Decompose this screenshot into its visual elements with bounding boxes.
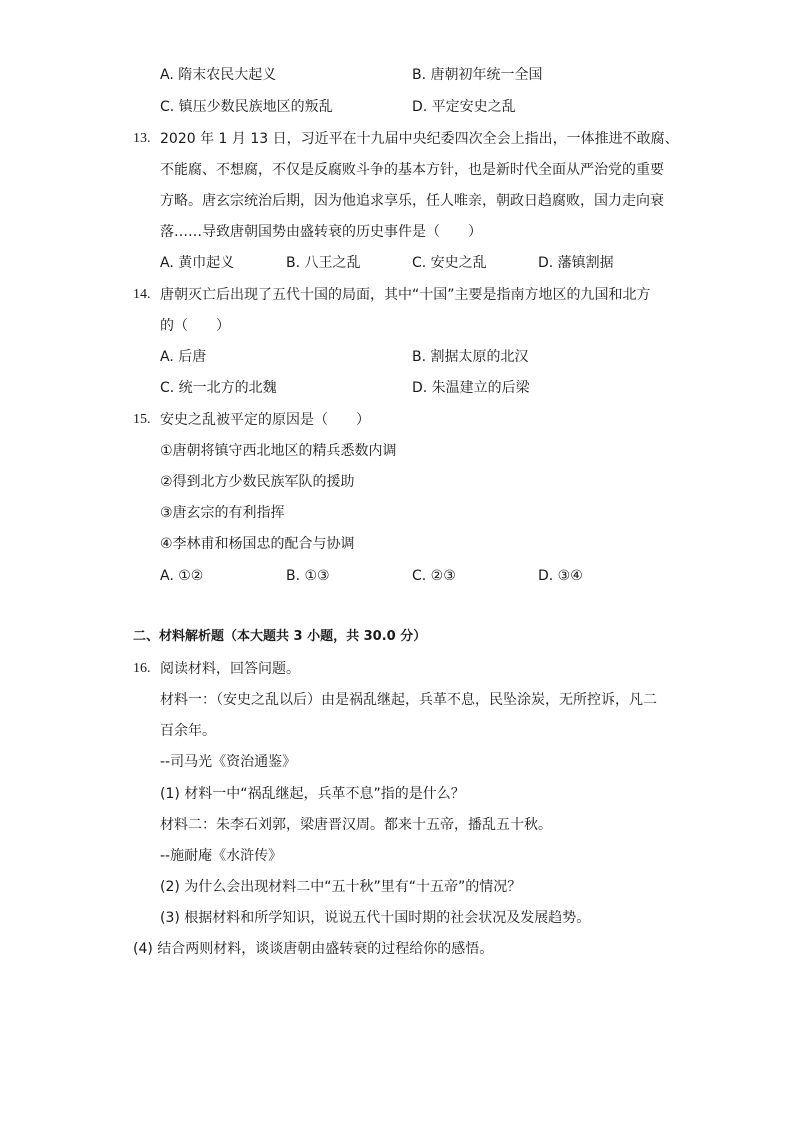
q14-number: 14. xyxy=(133,287,151,302)
q15-option-b: B. ①③ xyxy=(286,568,330,584)
q13-option-c: C. 安史之乱 xyxy=(412,255,487,271)
q15-option-a: A. ①② xyxy=(160,568,204,584)
q13-stem-line: 2020 年 1 月 13 日，习近平在十九届中央纪委四次全会上指出，一体推进不敢腐、 xyxy=(160,131,679,147)
q13-stem-line: 不能腐、不想腐，不仅是反腐败斗争的基本方针，也是新时代全面从严治党的重要 xyxy=(160,162,664,178)
q14-option-a: A. 后唐 xyxy=(160,349,207,365)
section-heading: 二、材料解析题（本大题共 3 小题，共 30.0 分） xyxy=(133,629,427,644)
q16-subquestion-2: (2) 为什么会出现材料二中“五十秋”里有“十五帝”的情况？ xyxy=(160,879,522,895)
q12-option-a: A. 隋末农民大起义 xyxy=(160,67,277,83)
q16-material1: 百余年。 xyxy=(160,723,216,739)
q13-stem-line: 方略。唐玄宗统治后期，因为他追求享乐，任人唯亲，朝政日趋腐败，国力走向衰 xyxy=(160,193,664,209)
q14-stem-line: 唐朝灭亡后出现了五代十国的局面，其中“十国”主要是指南方地区的九国和北方 xyxy=(160,287,651,303)
q15-item: ②得到北方少数民族军队的援助 xyxy=(160,474,355,490)
q16-material2-source: --施耐庵《水浒传》 xyxy=(160,848,283,864)
q12-option-d: D. 平定安史之乱 xyxy=(412,99,516,115)
q14-stem-line: 的（ ） xyxy=(160,318,230,334)
q14-option-d: D. 朱温建立的后梁 xyxy=(412,380,530,396)
q13-option-d: D. 藩镇割据 xyxy=(538,255,614,271)
q15-option-d: D. ③④ xyxy=(538,568,583,584)
q13-option-b: B. 八王之乱 xyxy=(286,255,361,271)
q14-option-b: B. 割据太原的北汉 xyxy=(412,349,529,365)
q13-stem-line: 落……导致唐朝国势由盛转衰的历史事件是（ ） xyxy=(160,224,482,240)
q12-option-c: C. 镇压少数民族地区的叛乱 xyxy=(160,99,333,115)
q15-option-c: C. ②③ xyxy=(412,568,456,584)
q15-stem: 安史之乱被平定的原因是（ ） xyxy=(160,412,370,428)
q16-material1: 材料一：（安史之乱以后）由是祸乱继起，兵革不息，民坠涂炭，无所控诉，凡二 xyxy=(160,692,657,708)
q16-subquestion-4: (4) 结合两则材料，谈谈唐朝由盛转衰的过程给你的感悟。 xyxy=(133,941,494,957)
q16-subquestion-1: (1) 材料一中“祸乱继起，兵革不息”指的是什么？ xyxy=(160,786,465,802)
q16-material1-source: --司马光《资治通鉴》 xyxy=(160,754,297,770)
q13-option-a: A. 黄巾起义 xyxy=(160,255,235,271)
q16-subquestion-3: (3) 根据材料和所学知识，说说五代十国时期的社会状况及发展趋势。 xyxy=(160,910,591,926)
q16-stem: 阅读材料，回答问题。 xyxy=(160,661,300,677)
q15-number: 15. xyxy=(133,412,151,427)
q16-material2: 材料二：朱李石刘郭，梁唐晋汉周。都来十五帝，播乱五十秋。 xyxy=(160,817,552,833)
q15-item: ④李林甫和杨国忠的配合与协调 xyxy=(160,536,355,552)
q14-option-c: C. 统一北方的北魏 xyxy=(160,380,277,396)
q16-number: 16. xyxy=(133,661,151,676)
q13-number: 13. xyxy=(133,131,151,146)
q12-option-b: B. 唐朝初年统一全国 xyxy=(412,67,543,83)
q15-item: ③唐玄宗的有利指挥 xyxy=(160,505,285,521)
q15-item: ①唐朝将镇守西北地区的精兵悉数内调 xyxy=(160,443,397,459)
